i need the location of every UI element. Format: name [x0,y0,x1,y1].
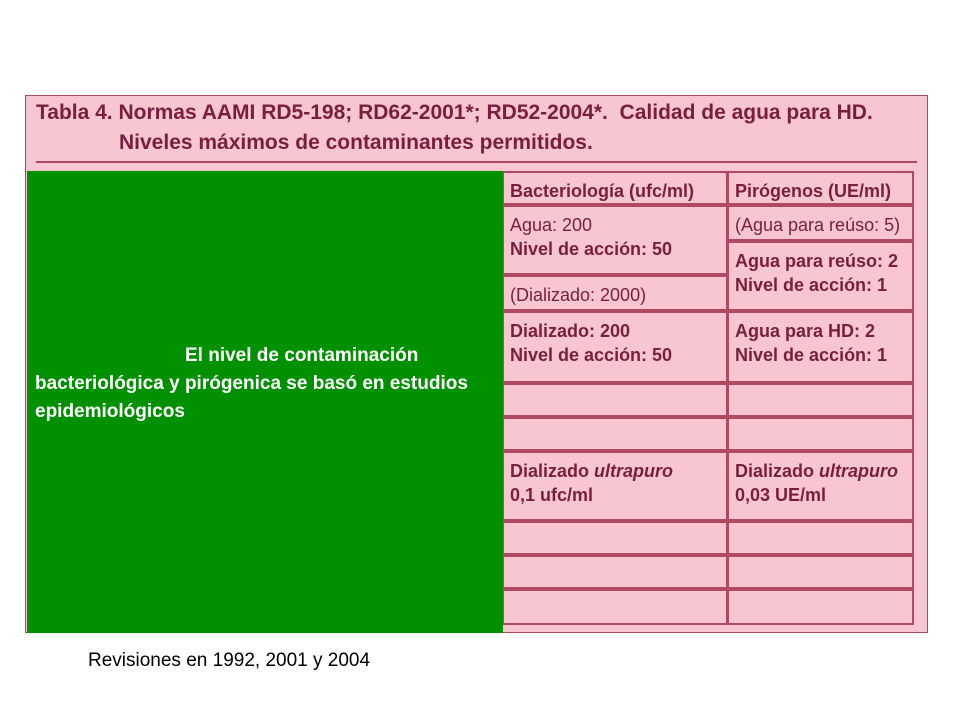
agua-action: Nivel de acción: 50 [510,239,673,259]
ultrapuro-bacteria-value: 0,1 ufc/ml [510,485,594,505]
ultrapuro-pirogenos-label: Dializado ultrapuro [735,461,899,481]
cell-empty [727,589,914,625]
cell-reuso-paren: (Agua para reúso: 5) [727,205,914,241]
cell-empty [727,417,914,451]
reuso-action: Nivel de acción: 1 [735,275,888,295]
table-title-line1: Tabla 4. Normas AAMI RD5-198; RD62-2001*; RD52-2004*. Calidad de agua para HD. [36,101,873,124]
cell-empty [502,521,728,555]
cell-ultrapuro-bacteria [502,451,728,521]
hd-value: Agua para HD: 2 [735,321,876,341]
cell-empty [727,555,914,589]
agua-value: Agua: 200 [510,215,593,235]
ultrapuro-pirogenos-value: 0,03 UE/ml [735,485,827,505]
cell-dializado [502,311,728,383]
cell-empty [502,383,728,417]
dializado-action: Nivel de acción: 50 [510,345,673,365]
hd-action: Nivel de acción: 1 [735,345,888,365]
title-divider [36,161,917,163]
cell-empty [727,383,914,417]
reuso-value: Agua para reúso: 2 [735,251,899,271]
green-overlay-box [27,171,503,633]
cell-reuso [727,241,914,311]
header-bacteriologia: Bacteriología (ufc/ml) [502,171,728,205]
cell-empty [502,589,728,625]
table-title-line2: Niveles máximos de contaminantes permitidos. [119,131,593,154]
cell-empty [502,417,728,451]
cell-hd [727,311,914,383]
cell-ultrapuro-pirogenos [727,451,914,521]
cell-empty [727,521,914,555]
cell-dializado-paren: (Dializado: 2000) [502,275,728,311]
cell-agua [502,205,728,275]
revisions-caption: Revisiones en 1992, 2001 y 2004 [88,650,371,671]
cell-empty [502,555,728,589]
dializado-value: Dializado: 200 [510,321,631,341]
header-pirogenos: Pirógenos (UE/ml) [727,171,914,205]
table-title [36,98,873,158]
ultrapuro-bacteria-label: Dializado ultrapuro [510,461,674,481]
overlay-text: El nivel de contaminación bacteriológica y pirógenica se basó en estudios epidemiológicos [35,345,468,422]
